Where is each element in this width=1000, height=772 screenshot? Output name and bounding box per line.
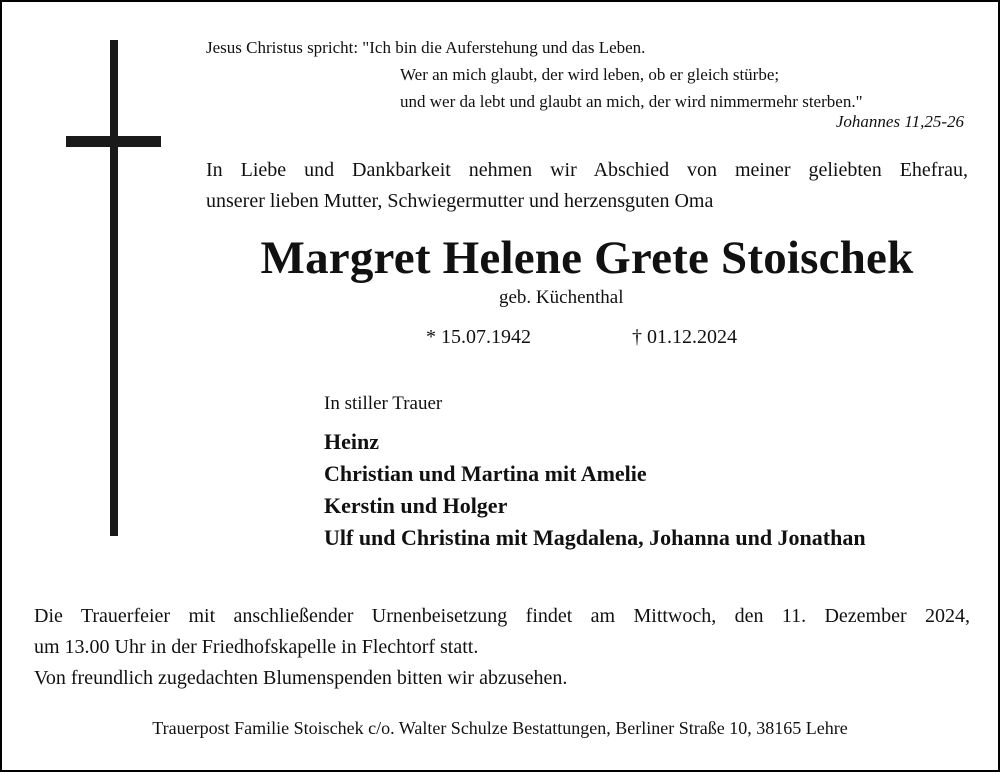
ceremony-line-2: um 13.00 Uhr in der Friedhofskapelle in Flechtorf statt.: [34, 636, 479, 658]
death-date: † 01.12.2024: [632, 326, 737, 348]
ceremony-line-3: Von freundlich zugedachten Blumenspenden bitten wir abzusehen.: [34, 667, 568, 689]
verse-line-1: Jesus Christus spricht: "Ich bin die Auferstehung und das Leben.: [206, 38, 646, 57]
birth-date: * 15.07.1942: [426, 326, 531, 348]
mourner-name: Ulf und Christina mit Magdalena, Johanna und Jonathan: [324, 525, 866, 550]
mourner-name: Christian und Martina mit Amelie: [324, 461, 647, 486]
verse-line-3: und wer da lebt und glaubt an mich, der wird nimmermehr sterben.": [400, 92, 863, 111]
mourner-name: Kerstin und Holger: [324, 493, 508, 518]
mourners-label: In stiller Trauer: [324, 393, 443, 414]
deceased-name: Margret Helene Grete Stoischek: [260, 232, 914, 284]
cross-icon-bar: [66, 136, 161, 147]
intro-line-2: unserer lieben Mutter, Schwiegermutter und herzensguten Oma: [206, 190, 714, 212]
verse-reference: Johannes 11,25-26: [835, 112, 964, 131]
ceremony-info: [34, 601, 970, 694]
cross-icon: [110, 40, 118, 536]
intro-text: [206, 155, 968, 217]
verse-line-2: Wer an mich glaubt, der wird leben, ob er gleich stürbe;: [400, 65, 780, 84]
ceremony-line-1: Die Trauerfeier mit anschließender Urnenbeisetzung findet am Mittwoch, den 11. Dezember 2024,: [34, 605, 970, 627]
intro-line-1: In Liebe und Dankbarkeit nehmen wir Abschied von meiner geliebten Ehefrau,: [206, 159, 968, 181]
birth-name: geb. Küchenthal: [499, 287, 624, 308]
footer-address: Trauerpost Familie Stoischek c/o. Walter Schulze Bestattungen, Berliner Straße 10, 38165 Lehre: [152, 718, 848, 738]
mourner-name: Heinz: [324, 429, 379, 454]
